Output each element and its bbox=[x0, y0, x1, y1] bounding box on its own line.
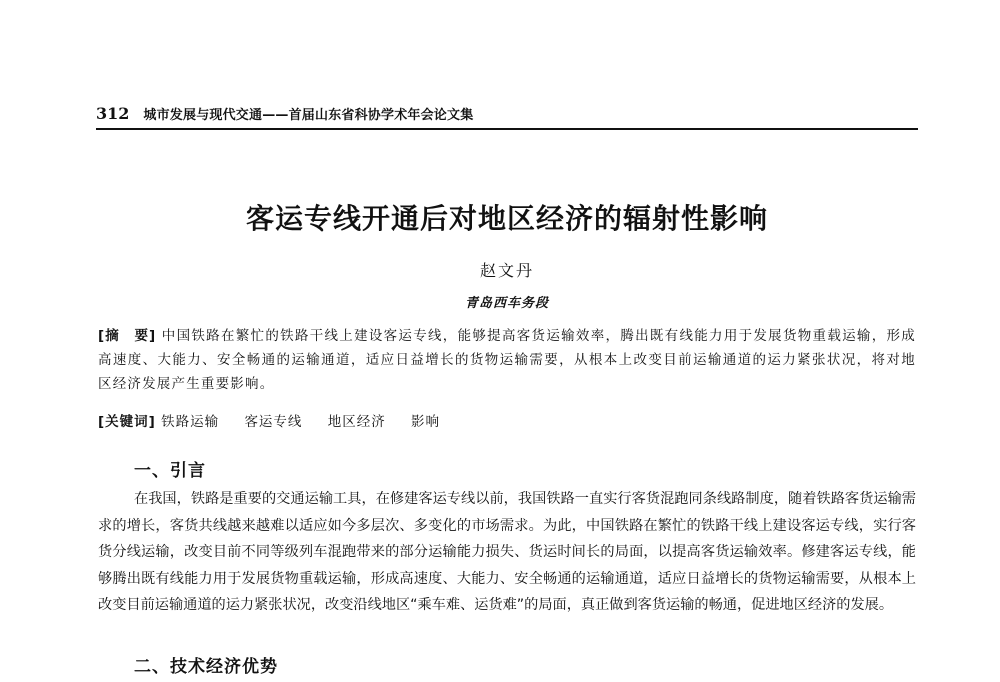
section-heading-introduction: 一、引言 bbox=[134, 461, 206, 481]
keyword-item: 影响 bbox=[411, 414, 441, 430]
article-author: 赵文丹 bbox=[479, 261, 534, 280]
abstract-label: [摘 要] bbox=[98, 328, 157, 344]
page-number: 312 bbox=[96, 104, 130, 123]
article-title: 客运专线开通后对地区经济的辐射性影响 bbox=[245, 202, 768, 235]
introduction-paragraph: 在我国，铁路是重要的交通运输工具，在修建客运专线以前，我国铁路一直实行客货混跑同条线路制度，随着铁路客货运输需求的增长，客货共线越来越难以适应如今多层次、多变化的市场需求。为此，中国铁路在繁忙的铁路干线上建设客运专线，实行客货分线运输，改变目前不同等级列车混跑带来的部分运输能力损失、货运时间长的局面，以提高客货运输效率。修建客运专线，能够腾出既有线能力用于发展货物重载运输，形成高速度、大能力、安全畅通的运输通道，适应日益增长的货物运输需要，从根本上改变目前运输通道的运力紧张状况，改变沿线地区“乘车难、运货难”的局面，真正做到客货运输的畅通，促进地区经济的发展。 bbox=[98, 491, 916, 613]
keyword-item: 客运专线 bbox=[244, 414, 303, 430]
keywords bbox=[98, 410, 916, 434]
keyword-item: 铁路运输 bbox=[161, 414, 220, 430]
abstract bbox=[98, 324, 916, 396]
keywords-label: [关键词] bbox=[98, 414, 156, 430]
author-affiliation: 青岛西车务段 bbox=[464, 296, 549, 311]
header-rule bbox=[96, 128, 918, 130]
abstract-text: 中国铁路在繁忙的铁路干线上建设客运专线，能够提高客货运输效率，腾出既有线能力用于发展货物重载运输，形成高速度、大能力、安全畅通的运输通道，适应日益增长的货物运输需要，从根本上改变目前运输通道的运力紧张状况，将对地区经济发展产生重要影响。 bbox=[98, 328, 916, 392]
running-header bbox=[96, 104, 916, 126]
keyword-item: 地区经济 bbox=[327, 414, 386, 430]
section-heading-technical-economic: 二、技术经济优势 bbox=[134, 657, 278, 677]
journal-name: 城市发展与现代交通——首届山东省科协学术年会论文集 bbox=[143, 108, 474, 123]
